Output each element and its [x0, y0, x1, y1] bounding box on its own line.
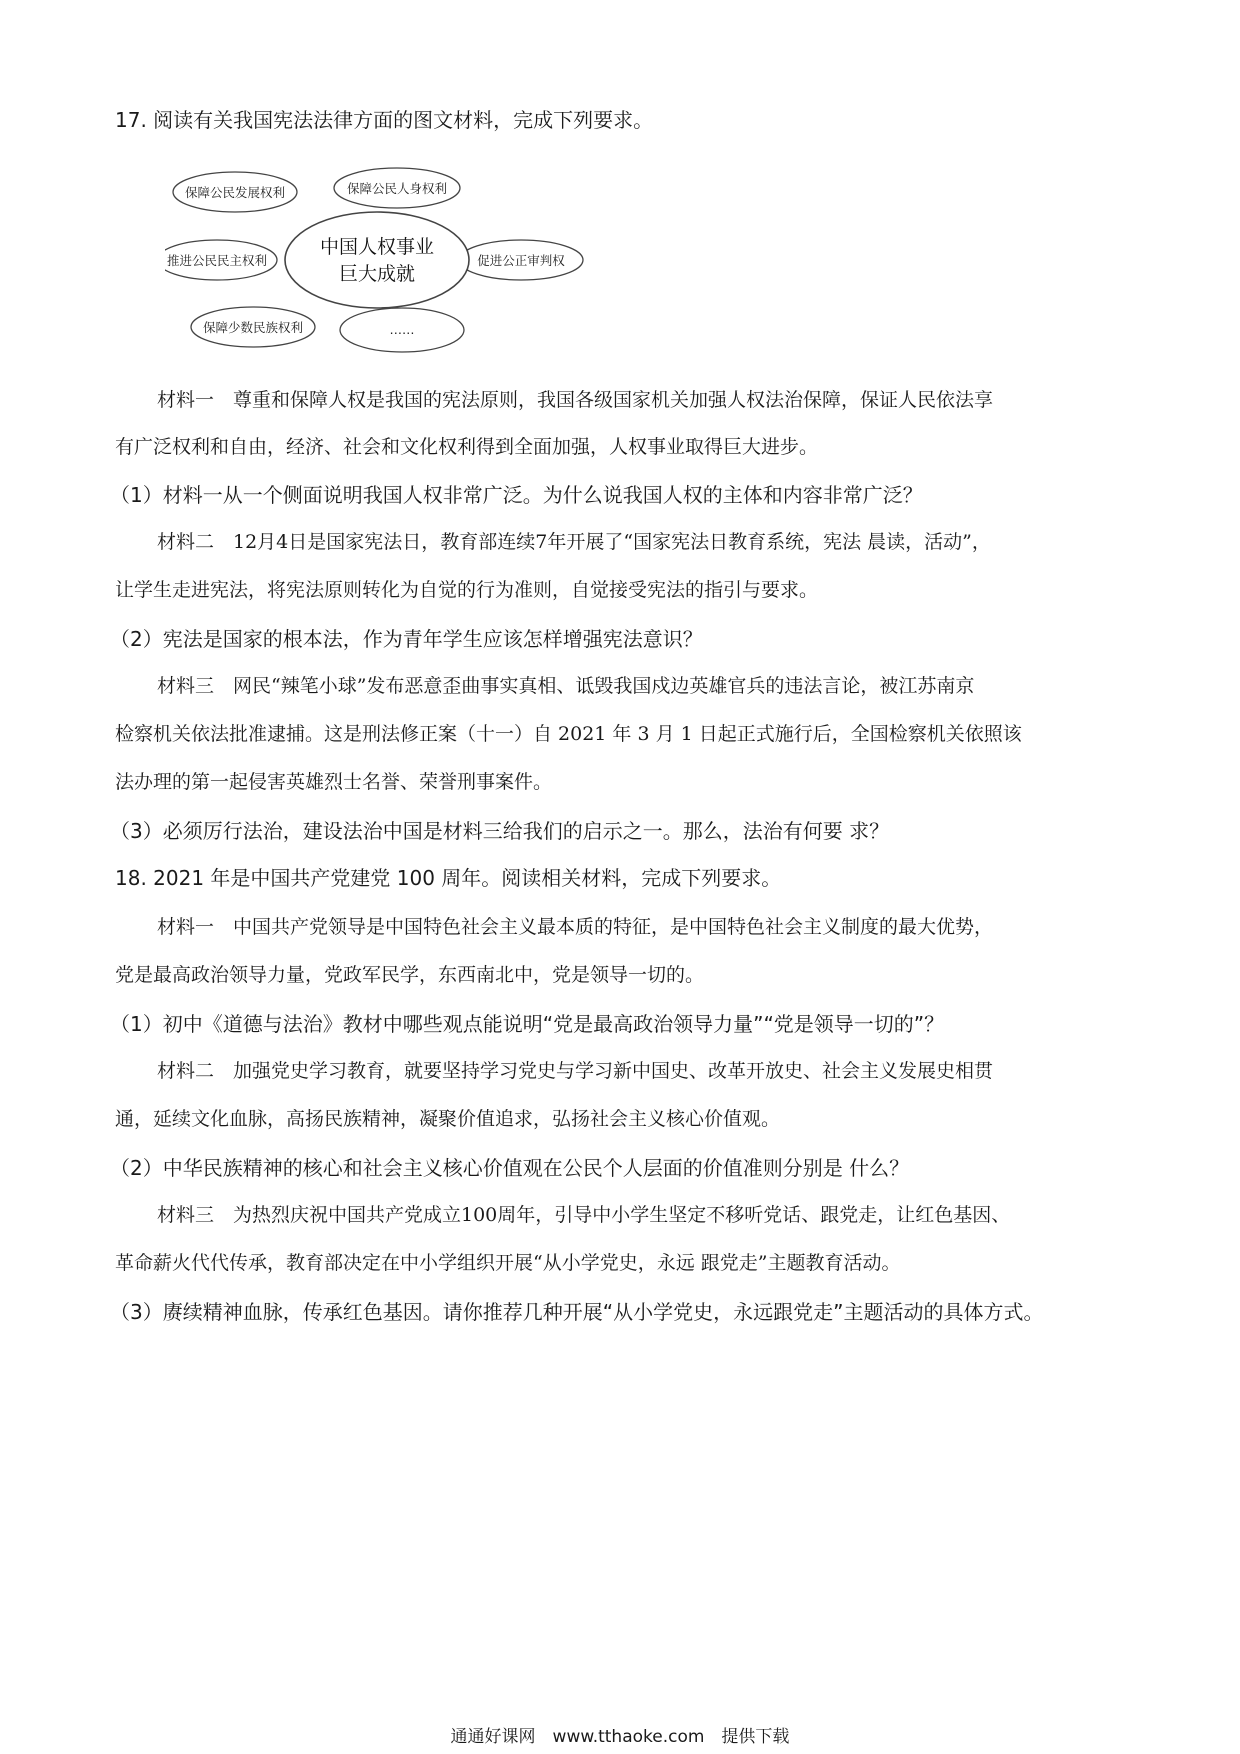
page-footer: 通通好课网 www.tthaoke.com 提供下载 [450, 1727, 790, 1747]
q17-subquestion2: （2）宪法是国家的根本法，作为青年学生应该怎样增强宪法意识？ [110, 627, 703, 651]
q17-material3-line1: 材料三 网民“辣笔小球”发布恶意歪曲事实真相、诋毁我国戍边英雄官兵的违法言论，被江苏南京 [157, 675, 975, 697]
q17-title: 17. 阅读有关我国宪法法律方面的图文材料，完成下列要求。 [115, 108, 654, 132]
center-label-line1: 中国人权事业 [319, 236, 435, 258]
q17-material2-line1: 材料二 12月4日是国家宪法日，教育部连续7年开展了“国家宪法日教育系统，宪法 晨读，活动”， [157, 531, 991, 553]
center-ellipse [285, 212, 469, 308]
q17-subquestion3: （3）必须厉行法治，建设法治中国是材料三给我们的启示之一。那么，法治有何要 求？ [110, 819, 890, 843]
q18-material1-line2: 党是最高政治领导力量，党政军民学，东西南北中，党是领导一切的。 [115, 964, 705, 986]
q17-material3-line3: 法办理的第一起侵害英雄烈士名誉、荣誉刑事案件。 [115, 771, 553, 793]
q18-material2-line2: 通，延续文化血脉，高扬民族精神，凝聚价值追求，弘扬社会主义核心价值观。 [115, 1108, 781, 1130]
bubble-label-development: 保障公民发展权利 [184, 185, 286, 200]
q17-material2-line2: 让学生走进宪法，将宪法原则转化为自觉的行为准则，自觉接受宪法的指引与要求。 [115, 579, 819, 601]
q18-subquestion3: （3）赓续精神血脉，传承红色基因。请你推荐几种开展“从小学党史，永远跟党走”主题活动的具体方式。 [110, 1300, 1044, 1324]
q18-material1-line1: 材料一 中国共产党领导是中国特色社会主义最本质的特征，是中国特色社会主义制度的最大优势， [157, 916, 994, 938]
q18-material3-line1: 材料三 为热烈庆祝中国共产党成立100周年，引导中小学生坚定不移听党话、跟党走，让红色基因、 [157, 1204, 1011, 1226]
bubble-label-democratic: 推进公民民主权利 [166, 253, 268, 268]
bubble-label-personal: 保障公民人身权利 [346, 181, 448, 196]
q18-material2-line1: 材料二 加强党史学习教育，就要坚持学习党史与学习新中国史、改革开放史、社会主义发展史相贯 [157, 1060, 994, 1082]
bubble-label-minority: 保障少数民族权利 [202, 320, 304, 335]
q18-subquestion1: （1）初中《道德与法治》教材中哪些观点能说明“党是最高政治领导力量”“党是领导一切的”？ [110, 1012, 945, 1036]
q18-title: 18. 2021 年是中国共产党建党 100 周年。阅读相关材料，完成下列要求。 [115, 866, 782, 890]
human-rights-diagram [165, 162, 585, 357]
bubble-label-trial: 促进公正审判权 [477, 253, 565, 268]
q17-material3-line2: 检察机关依法批准逮捕。这是刑法修正案（十一）自 2021 年 3 月 1 日起正式施行后，全国检察机关依照该 [115, 723, 1022, 745]
q17-subquestion1: （1）材料一从一个侧面说明我国人权非常广泛。为什么说我国人权的主体和内容非常广泛？ [110, 483, 923, 507]
center-label-line2: 巨大成就 [338, 263, 416, 285]
q17-material1-line1: 材料一 尊重和保障人权是我国的宪法原则，我国各级国家机关加强人权法治保障，保证人民依法享 [157, 389, 994, 411]
q18-material3-line2: 革命薪火代代传承，教育部决定在中小学组织开展“从小学党史，永远 跟党走”主题教育活动。 [115, 1252, 901, 1274]
q18-subquestion2: （2）中华民族精神的核心和社会主义核心价值观在公民个人层面的价值准则分别是 什么？ [110, 1156, 910, 1180]
q17-material1-line2: 有广泛权利和自由，经济、社会和文化权利得到全面加强，人权事业取得巨大进步。 [115, 436, 819, 458]
bubble-label-etc: …… [389, 322, 415, 337]
